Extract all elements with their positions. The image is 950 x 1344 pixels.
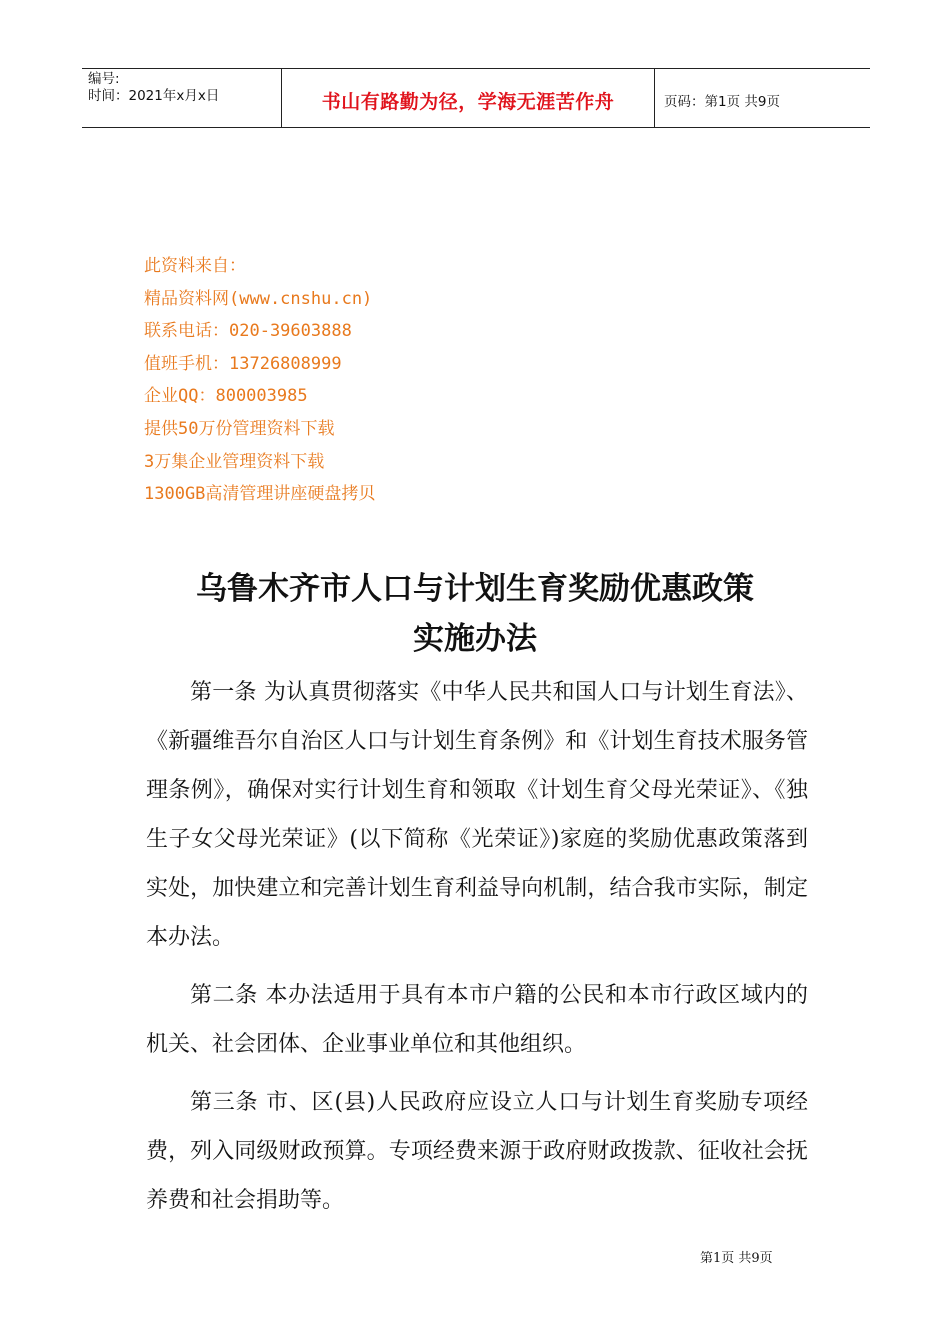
header-divider	[654, 69, 655, 128]
document-time-label: 时间：2021年x月x日	[88, 88, 220, 104]
source-info	[144, 250, 375, 511]
source-info-line: 此资料来自：	[144, 256, 246, 276]
header-meta	[88, 71, 278, 105]
source-info-line: 联系电话：020-39603888	[144, 321, 352, 342]
header-page-info: 页码：第1页 共9页	[664, 94, 780, 110]
article-paragraph: 第一条 为认真贯彻落实《中华人民共和国人口与计划生育法》、《新疆维吾尔自治区人口与计划生育条例》和《计划生育技术服务管理条例》，确保对实行计划生育和领取《计划生育父母光荣证》、《独生子女父母光荣证》(以下简称《光荣证》)家庭的奖励优惠政策落到实处，加快建立和完善计划生育利益导向机制，结合我市实际，制定本办法。	[146, 680, 808, 950]
page-footer: 第1页 共9页	[700, 1251, 773, 1266]
article-paragraph: 第三条 市、区(县)人民政府应设立人口与计划生育奖励专项经费，列入同级财政预算。专项经费来源于政府财政拨款、征收社会抚养费和社会捐助等。	[146, 1090, 808, 1213]
header-motto: 书山有路勤为径，学海无涯苦作舟	[321, 91, 615, 113]
document-title-line: 实施办法	[413, 621, 537, 657]
document-number-label: 编号:	[88, 71, 120, 87]
page-header	[82, 68, 870, 128]
article-paragraph: 第二条 本办法适用于具有本市户籍的公民和本市行政区域内的机关、社会团体、企业事业单位和其他组织。	[146, 983, 808, 1057]
source-info-line: 值班手机：13726808999	[144, 353, 342, 374]
source-info-line: 精品资料网(www.cnshu.cn)	[144, 288, 373, 309]
document-title	[120, 564, 830, 664]
document-body	[146, 668, 808, 1234]
source-info-line: 3万集企业管理资料下载	[144, 451, 325, 472]
document-title-line: 乌鲁木齐市人口与计划生育奖励优惠政策	[196, 571, 754, 607]
source-info-line: 1300GB高清管理讲座硬盘拷贝	[144, 484, 376, 505]
source-info-line: 提供50万份管理资料下载	[144, 418, 335, 439]
source-info-line: 企业QQ：800003985	[144, 386, 308, 407]
